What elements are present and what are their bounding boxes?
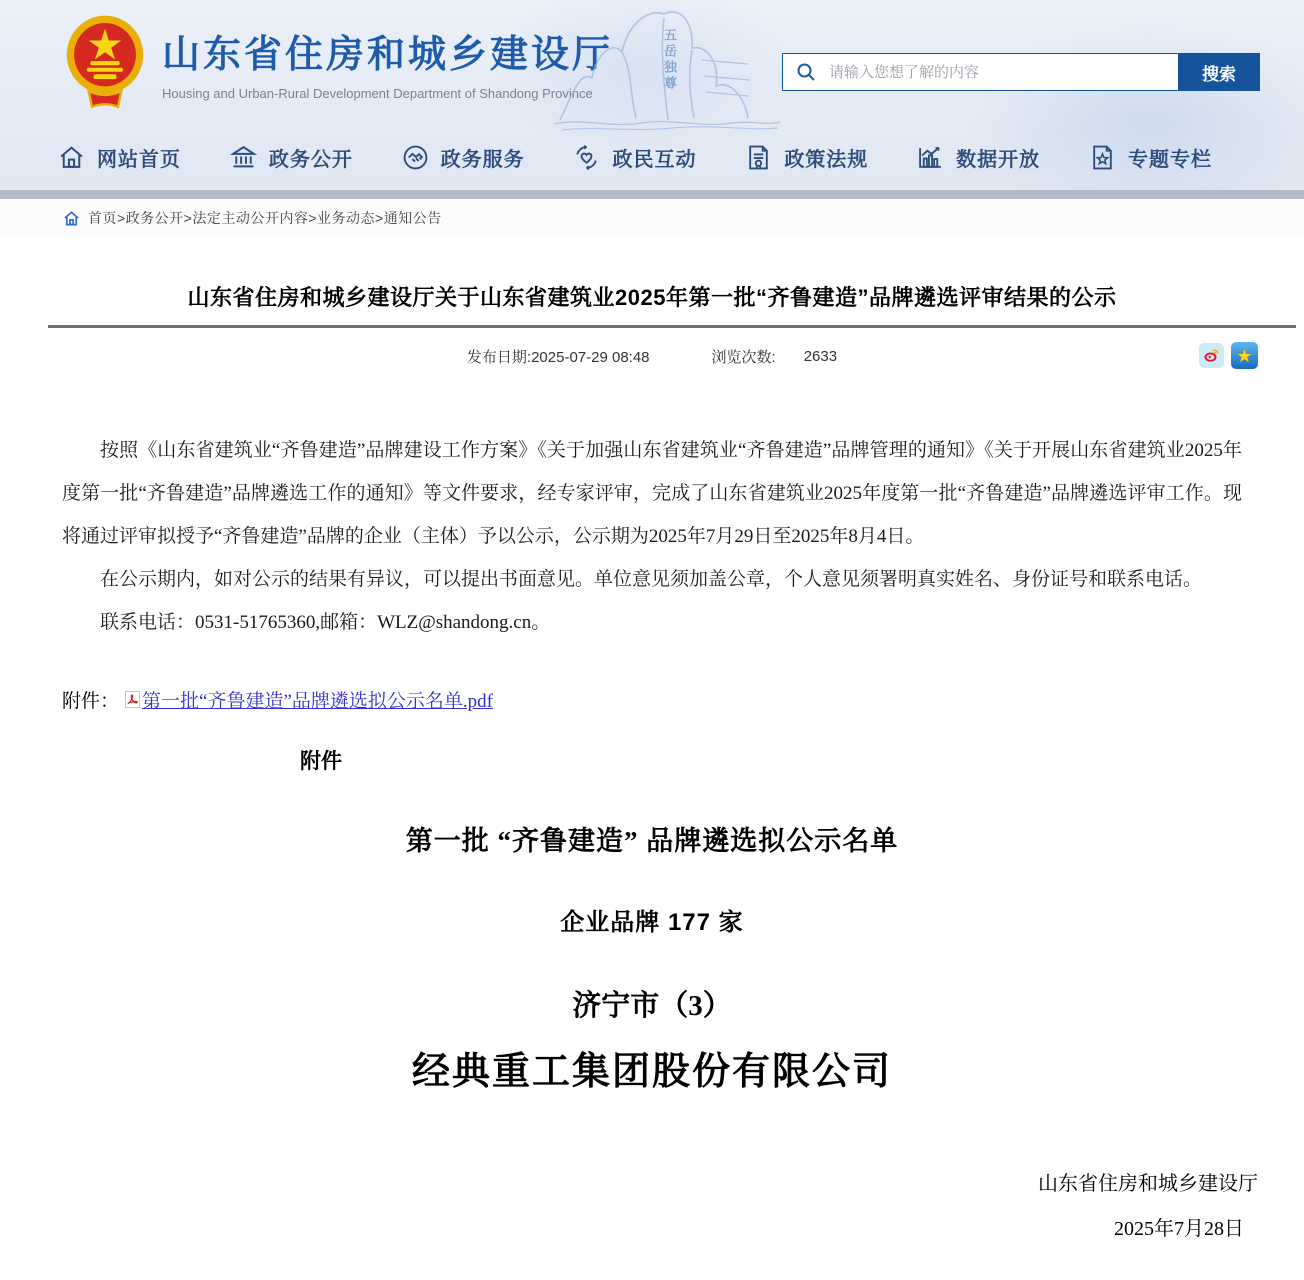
nav-item-gov-service[interactable] xyxy=(402,143,525,172)
nav-item-policy[interactable] xyxy=(745,143,868,172)
home-icon xyxy=(58,144,85,171)
search-input[interactable] xyxy=(829,55,1178,89)
views-label: 浏览次数: xyxy=(711,348,776,366)
star-document-icon xyxy=(1089,144,1116,171)
contact-line: 联系电话：0531-51765360,邮箱：WLZ@shandong.cn。 xyxy=(100,612,551,633)
header-divider xyxy=(0,190,1304,199)
qzone-share-icon[interactable]: ★ xyxy=(1231,342,1258,369)
nav-item-label: 政民互动 xyxy=(612,148,697,171)
site-title: 山东省住房和城乡建设厅 xyxy=(162,34,614,76)
bar-chart-icon xyxy=(917,144,944,171)
heart-interaction-icon xyxy=(573,144,600,171)
bank-icon xyxy=(230,144,257,171)
weibo-share-icon[interactable] xyxy=(1199,343,1224,368)
nav-item-home[interactable] xyxy=(58,143,181,172)
breadcrumb-home-icon xyxy=(63,210,80,227)
paragraph: 在公示期内，如对公示的结果有异议，可以提出书面意见。单位意见须加盖公章，个人意见须署明真实姓名、身份证号和联系电话。 xyxy=(100,569,1203,590)
publish-date: 发布日期:2025-07-29 08:48 xyxy=(466,348,650,366)
document-seal-icon xyxy=(745,144,772,171)
mountain-inscription: 五岳独尊 xyxy=(662,28,677,92)
attachment-row xyxy=(62,686,1242,713)
search-icon xyxy=(783,62,829,82)
main-nav xyxy=(0,132,1304,182)
nav-item-label: 政务服务 xyxy=(440,148,525,171)
views-count: 2633 xyxy=(803,347,838,365)
pdf-icon xyxy=(125,691,140,708)
brand-count-heading: 企业品牌 177 家 xyxy=(560,909,744,936)
site-subtitle: Housing and Urban-Rural Development Department of Shandong Province xyxy=(162,86,593,101)
attachment-label: 附件： xyxy=(62,691,120,712)
search-button[interactable]: 搜索 xyxy=(1178,53,1260,91)
nav-item-data[interactable] xyxy=(917,143,1040,172)
nav-item-label: 专题专栏 xyxy=(1127,148,1212,171)
city-heading: 济宁市（3） xyxy=(572,990,732,1022)
article-title: 山东省住房和城乡建设厅关于山东省建筑业2025年第一批“齐鲁建造”品牌遴选评审结果的公示 xyxy=(187,285,1117,310)
article-body xyxy=(62,429,1242,644)
article-page xyxy=(0,283,1304,1241)
signature-organization: 山东省住房和城乡建设厅 xyxy=(1038,1173,1258,1195)
site-header xyxy=(0,0,1304,190)
company-name: 经典重工集团股份有限公司 xyxy=(411,1051,892,1093)
article-meta xyxy=(0,341,1304,371)
nav-item-label: 数据开放 xyxy=(956,148,1041,171)
share-icons xyxy=(1199,342,1258,369)
nav-item-label: 政策法规 xyxy=(784,148,869,171)
annex-label: 附件 xyxy=(300,750,342,773)
national-emblem-logo xyxy=(64,14,146,110)
nav-item-interaction[interactable] xyxy=(573,143,696,172)
nav-item-label: 网站首页 xyxy=(97,148,181,171)
nav-item-special[interactable] xyxy=(1089,143,1212,172)
title-divider xyxy=(48,325,1296,328)
nav-item-gov-open[interactable] xyxy=(230,143,353,172)
embedded-document xyxy=(0,745,1304,1241)
document-title: 第一批 “齐鲁建造” 品牌遴选拟公示名单 xyxy=(405,826,899,856)
breadcrumb-bar xyxy=(0,199,1304,237)
breadcrumb[interactable]: 首页>政务公开>法定主动公开内容>业务动态>通知公告 xyxy=(88,210,442,226)
signature-date: 2025年7月28日 xyxy=(1114,1218,1244,1240)
paragraph: 按照《山东省建筑业“齐鲁建造”品牌建设工作方案》《关于加强山东省建筑业“齐鲁建造”品牌管理的通知》《关于开展山东省建筑业2025年度第一批“齐鲁建造”品牌遴选工作的通知》等文件要求，经专家评审，完成了山东省建筑业2025年度第一批“齐鲁建造”品牌遴选评审工作。现将通过评审拟授予“齐鲁建造”品牌的企业（主体）予以公示，公示期为2025年7月29日至2025年8月4日。 xyxy=(62,440,1242,547)
attachment-link[interactable]: 第一批“齐鲁建造”品牌遴选拟公示名单.pdf xyxy=(142,691,493,712)
site-brand xyxy=(64,14,613,110)
nav-item-label: 政务公开 xyxy=(268,148,353,171)
handshake-icon xyxy=(402,144,429,171)
search-box xyxy=(782,53,1260,91)
